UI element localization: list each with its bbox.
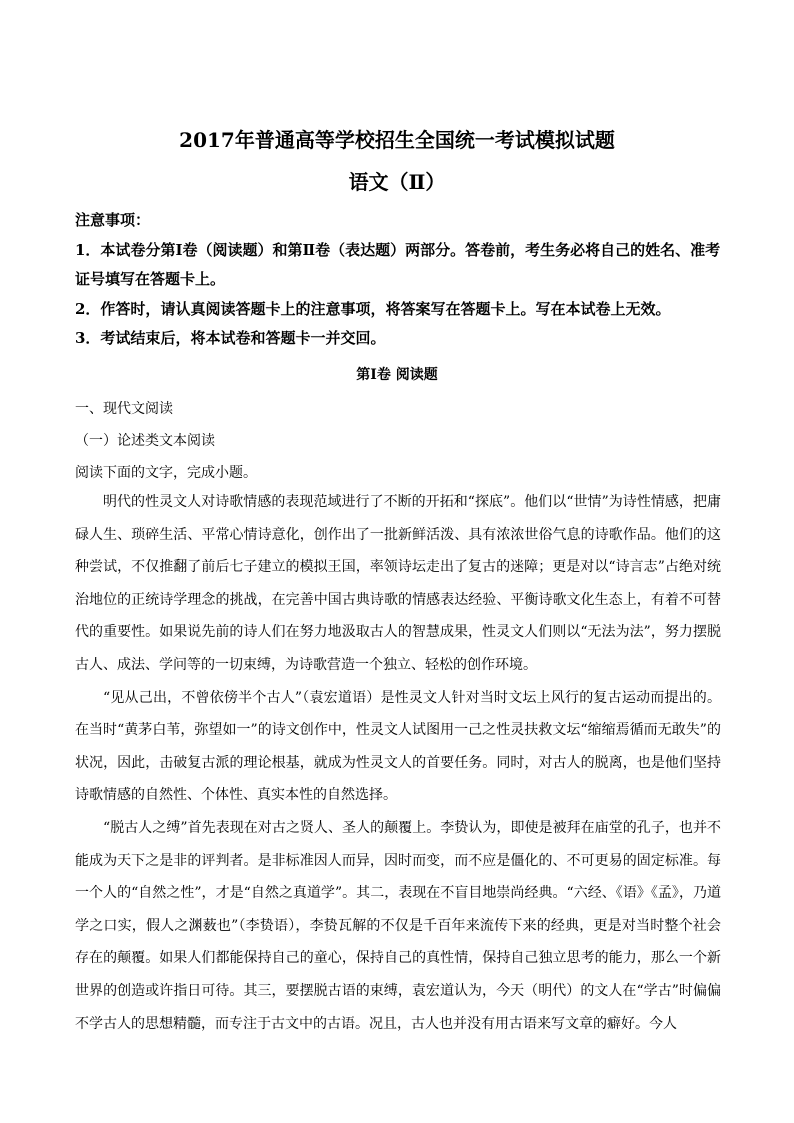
notes-item-3: 3．考试结束后，将本试卷和答题卡一并交回。 [75, 329, 386, 347]
notes-item-1: 1．本试卷分第Ⅰ卷（阅读题）和第Ⅱ卷（表达题）两部分。答卷前，考生务必将自己的姓名、准考证号填写在答题卡上。 [75, 240, 721, 288]
section-title: 第Ⅰ卷 阅读题 [356, 367, 438, 383]
article-paragraph: “见从己出，不曾依傍半个古人”（袁宏道语）是性灵文人针对当时文坛上风行的复古运动而提出的。在当时“黄茅白苇，弥望如一”的诗文创作中，性灵文人试图用一己之性灵扶救文坛“缩缩焉循而无敢失”的状况，因此，击破复古派的理论根基，就成为性灵文人的首要任务。同时，对古人的脱离，也是他们坚持诗歌情感的自然性、个体性、真实本性的自然选择。 [75, 689, 721, 804]
article-paragraph: 明代的性灵文人对诗歌情感的表现范域进行了不断的开拓和“探底”。他们以“世情”为诗性情感，把庸碌人生、琐碎生活、平常心情诗意化，创作出了一批新鲜活泼、具有浓浓世俗气息的诗歌作品。他们的这种尝试，不仅推翻了前后七子建立的模拟王国，率领诗坛走出了复古的迷障；更是对以“诗言志”占绝对统治地位的正统诗学理念的挑战，在完善中国古典诗歌的情感表达经验、平衡诗歌文化生态上，有着不可替代的重要性。如果说先前的诗人们在努力地汲取古人的智慧成果，性灵文人们则以“无法为法”，努力摆脱古人、成法、学问等的一切束缚，为诗歌营造一个独立、轻松的创作环境。 [75, 494, 721, 673]
notes-section [75, 206, 725, 354]
reading-instruction: 阅读下面的文字，完成小题。 [75, 465, 257, 481]
exam-title: 2017年普通高等学校招生全国统一考试模拟试题 [179, 128, 615, 152]
subpart-heading: （一）论述类文本阅读 [75, 433, 215, 449]
part-heading: 一、现代文阅读 [75, 401, 173, 417]
article-paragraph: “脱古人之缚”首先表现在对古之贤人、圣人的颠覆上。李贽认为，即使是被拜在庙堂的孔子，也并不能成为天下之是非的评判者。是非标准因人而异，因时而变，而不应是僵化的、不可更易的固定标准。每一个人的“自然之性”，才是“自然之真道学”。其二，表现在不盲目地崇尚经典。“六经、《语》《孟》，乃道学之口实，假人之渊薮也”（李贽语），李贽瓦解的不仅是千百年来流传下来的经典，更是对当时整个社会存在的颠覆。如果人们都能保持自己的童心，保持自己的真性情，保持自己独立思考的能力，那么一个新世界的创造或许指日可待。其三，要摆脱古语的束缚，袁宏道认为，今天（明代）的文人在“学古”时偏偏不学古人的思想精髓，而专注于古文中的古语。况且，古人也并没有用古语来写文章的癖好。今人 [75, 819, 721, 1032]
notes-item-2: 2．作答时，请认真阅读答题卡上的注意事项，将答案写在答题卡上。写在本试卷上无效。 [75, 299, 671, 318]
exam-subtitle: 语文（Ⅱ） [348, 170, 446, 194]
reading-article [75, 486, 721, 1040]
notes-heading: 注意事项： [75, 211, 151, 229]
